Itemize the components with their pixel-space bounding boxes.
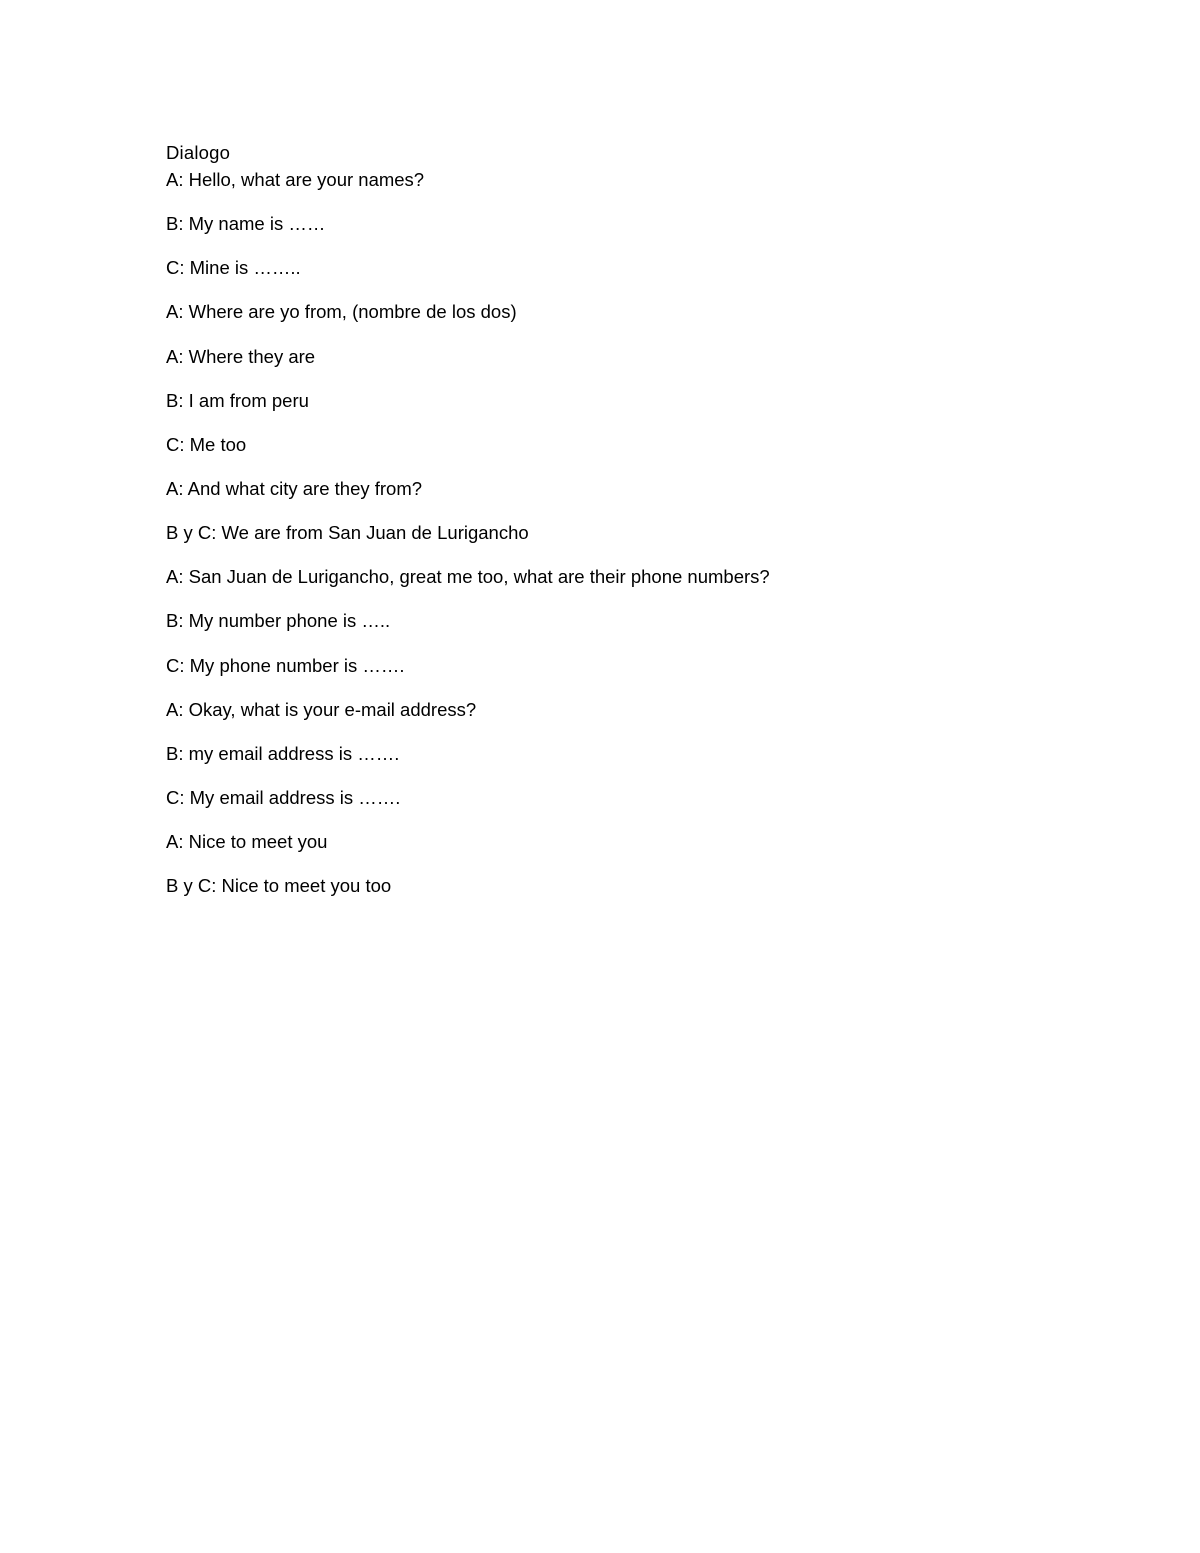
dialog-line: A: Where they are [166,345,316,367]
dialog-list [166,167,1126,899]
dialog-line: A: And what city are they from? [166,477,423,499]
dialog-line: A: Okay, what is your e-mail address? [166,698,477,720]
dialog-line: B: my email address is ……. [166,742,400,764]
dialog-line: C: Me too [166,433,247,455]
dialog-line: A: Where are yo from, (nombre de los dos) [166,301,517,323]
dialog-line: C: My phone number is ……. [166,654,405,676]
dialog-line: A: Hello, what are your names? [166,169,425,190]
dialog-line: A: Nice to meet you [166,831,328,853]
dialog-line: B: I am from peru [166,389,309,411]
dialog-line: A: San Juan de Lurigancho, great me too, what are their phone numbers? [166,566,770,588]
dialog-line: B: My name is …… [166,213,326,235]
dialog-line: C: Mine is …….. [166,257,301,279]
dialog-line: B y C: We are from San Juan de Lurigancho [166,522,529,544]
dialog-line: C: My email address is ……. [166,786,401,808]
document-body [166,140,1126,917]
dialog-line: B: My number phone is ….. [166,610,391,632]
document-title: Dialogo [166,142,231,163]
dialog-line: B y C: Nice to meet you too [166,875,392,897]
